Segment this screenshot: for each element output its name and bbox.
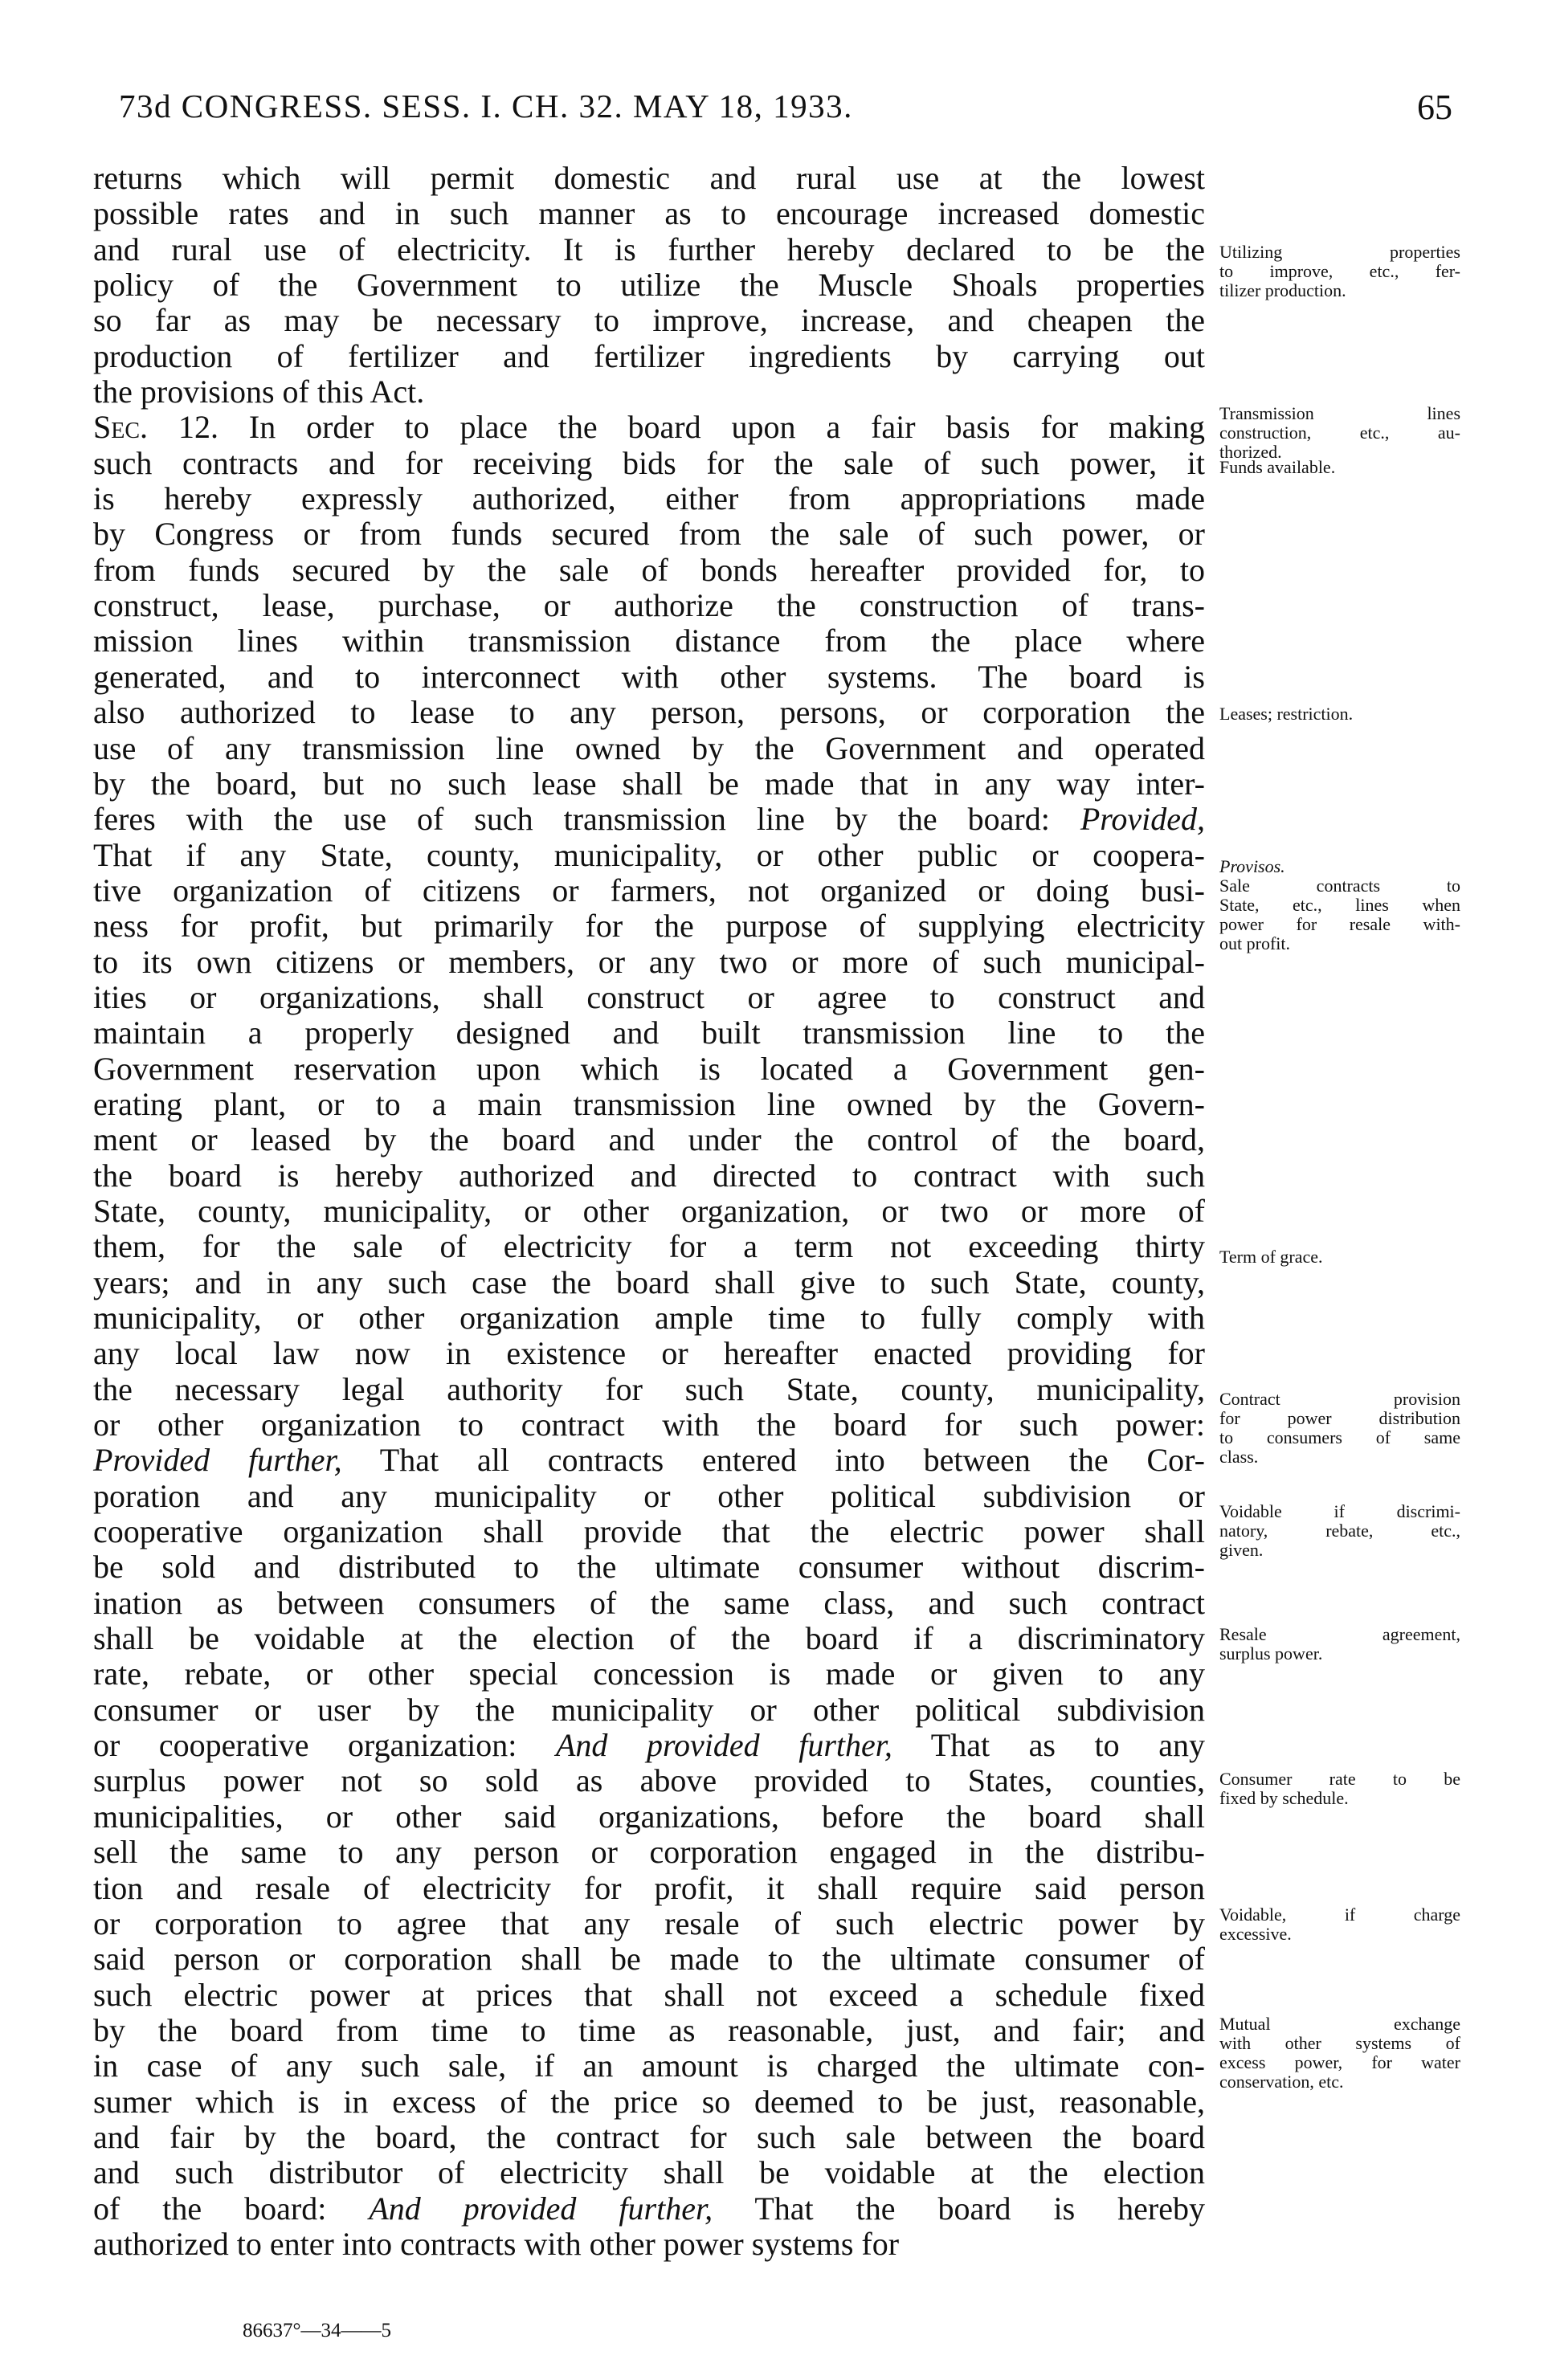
margin-note-transmission — [1219, 404, 1460, 462]
body-line: is hereby expressly authorized, either from appropriations made — [93, 480, 1205, 517]
body-line: also authorized to lease to any person, persons, or corporation the — [93, 694, 1205, 731]
running-title: 73d CONGRESS. SESS. I. CH. 32. MAY 18, 1933. — [119, 88, 853, 125]
margin-note-line: surplus power. — [1219, 1643, 1323, 1664]
margin-note-term — [1219, 1247, 1460, 1267]
margin-note-line: fixed by schedule. — [1219, 1788, 1349, 1808]
margin-note-line: State, etc., lines when — [1219, 895, 1460, 915]
margin-note-funds — [1219, 458, 1460, 477]
margin-note-line: tilizer production. — [1219, 280, 1346, 300]
body-line: such contracts and for receiving bids for the sale of such power, it — [93, 444, 1205, 481]
margin-note-line: Term of grace. — [1219, 1247, 1323, 1267]
margin-note-line: for power distribution — [1219, 1408, 1460, 1428]
body-line: the board is hereby authorized and directed to contract with such — [93, 1157, 1205, 1194]
body-line: possible rates and in such manner as to encourage increased domestic — [93, 195, 1205, 232]
margin-note-line: Voidable if discrimi- — [1219, 1501, 1460, 1521]
body-line: use of any transmission line owned by the Government and operated — [93, 729, 1205, 766]
body-line: municipalities, or other said organizations, before the board shall — [93, 1798, 1205, 1835]
margin-note-line: Contract provision — [1219, 1389, 1460, 1409]
body-line: Sec. 12. In order to place the board upon a fair basis for making — [93, 409, 1205, 446]
margin-note-line: out profit. — [1219, 933, 1290, 953]
body-line: any local law now in existence or hereafter enacted providing for — [93, 1335, 1205, 1372]
body-line: to its own citizens or members, or any two or more of such municipal- — [93, 943, 1205, 980]
body-line: by the board from time to time as reasonable, just, and fair; and — [93, 2011, 1205, 2048]
body-line: returns which will permit domestic and rural use at the lowest — [93, 160, 1205, 196]
body-line: authorized to enter into contracts with other power systems for — [93, 2225, 900, 2262]
body-line: and such distributor of electricity shall be voidable at the election — [93, 2154, 1205, 2191]
body-line: poration and any municipality or other political subdivision or — [93, 1477, 1205, 1514]
body-line: policy of the Government to utilize the Muscle Shoals properties — [93, 267, 1205, 304]
body-line: construct, lease, purchase, or authorize the construction of trans- — [93, 587, 1205, 624]
body-line: sumer which is in excess of the price so deemed to be just, reasonable, — [93, 2083, 1205, 2120]
margin-note-line: Sale contracts to — [1219, 876, 1460, 896]
body-line: in case of any such sale, if an amount is charged the ultimate con- — [93, 2047, 1205, 2084]
body-line: Government reservation upon which is located a Government gen- — [93, 1050, 1205, 1087]
body-line: That if any State, county, municipality, or other public or coopera- — [93, 836, 1205, 873]
body-line: by the board, but no such lease shall be made that in any way inter- — [93, 765, 1205, 802]
statute-body — [93, 161, 1205, 2262]
body-line: production of fertilizer and fertilizer ingredients by carrying out — [93, 337, 1205, 374]
margin-note-line: to consumers of same — [1219, 1427, 1460, 1447]
margin-note-leases — [1219, 704, 1460, 724]
body-line: tion and resale of electricity for profit, it shall require said person — [93, 1869, 1205, 1906]
margin-note-line: Utilizing properties — [1219, 242, 1460, 262]
body-line: ination as between consumers of the same class, and such contract — [93, 1584, 1205, 1621]
body-line: erating plant, or to a main transmission line owned by the Govern- — [93, 1085, 1205, 1122]
margin-note-line: thorized. — [1219, 442, 1282, 462]
body-line: State, county, municipality, or other organization, or two or more of — [93, 1192, 1205, 1229]
body-line: the necessary legal authority for such State, county, municipality, — [93, 1370, 1205, 1407]
margin-note-line: Consumer rate to be — [1219, 1769, 1460, 1789]
body-line: or cooperative organization: And provided further, That as to any — [93, 1727, 1205, 1764]
margin-note-provisos — [1219, 857, 1460, 953]
body-line: the provisions of this Act. — [93, 374, 425, 410]
body-line: such electric power at prices that shall not exceed a schedule fixed — [93, 1976, 1205, 2013]
body-line: generated, and to interconnect with other systems. The board is — [93, 658, 1205, 695]
margin-note-line: Leases; restriction. — [1219, 704, 1354, 724]
body-line: surplus power not so sold as above provided to States, counties, — [93, 1762, 1205, 1799]
margin-note-line: to improve, etc., fer- — [1219, 261, 1460, 281]
margin-note-line: conservation, etc. — [1219, 2072, 1344, 2092]
body-line: Provided further, That all contracts entered into between the Cor- — [93, 1442, 1205, 1479]
body-line: cooperative organization shall provide that the electric power shall — [93, 1513, 1205, 1550]
body-line: years; and in any such case the board shall give to such State, county, — [93, 1263, 1205, 1300]
margin-note-line: excess power, for water — [1219, 2052, 1460, 2072]
body-line: ness for profit, but primarily for the purpose of supplying electricity — [93, 908, 1205, 945]
page-header — [119, 87, 1452, 135]
body-line: from funds secured by the sale of bonds hereafter provided for, to — [93, 551, 1205, 588]
margin-note-line: given. — [1219, 1540, 1264, 1560]
body-line: mission lines within transmission distance from the place where — [93, 623, 1205, 659]
body-line: so far as may be necessary to improve, increase, and cheapen the — [93, 302, 1205, 339]
margin-note-line: Transmission lines — [1219, 403, 1460, 423]
body-line: shall be voidable at the election of the board if a discriminatory — [93, 1620, 1205, 1657]
body-line: tive organization of citizens or farmers, not organized or doing busi- — [93, 872, 1205, 908]
margin-note-resale — [1219, 1625, 1460, 1664]
margin-note-line: Voidable, if charge — [1219, 1904, 1460, 1925]
margin-note-line: class. — [1219, 1447, 1259, 1467]
margin-note-line: construction, etc., au- — [1219, 423, 1460, 443]
print-code: 86637°—34——5 — [243, 2320, 391, 2341]
margin-note-line: with other systems of — [1219, 2033, 1460, 2053]
body-line: consumer or user by the municipality or other political subdivision — [93, 1691, 1205, 1728]
body-line: of the board: And provided further, That the board is hereby — [93, 2190, 1206, 2227]
body-line: rate, rebate, or other special concession is made or given to any — [93, 1655, 1205, 1692]
margin-note-line: power for resale with- — [1219, 914, 1460, 934]
body-line: and fair by the board, the contract for such sale between the board — [93, 2118, 1205, 2155]
body-line: be sold and distributed to the ultimate consumer without discrim- — [93, 1549, 1205, 1586]
margin-note-line: Funds available. — [1219, 457, 1336, 477]
body-line: said person or corporation shall be made to the ultimate consumer of — [93, 1941, 1205, 1978]
margin-note-line: Resale agreement, — [1219, 1624, 1460, 1644]
body-line: feres with the use of such transmission line by the board: Provided, — [93, 801, 1205, 838]
margin-note-contract-provision — [1219, 1390, 1460, 1467]
body-line: and rural use of electricity. It is further hereby declared to be the — [93, 231, 1205, 267]
body-line: ment or leased by the board and under the control of the board, — [93, 1121, 1205, 1158]
body-line: sell the same to any person or corporation engaged in the distribu- — [93, 1834, 1205, 1871]
margin-note-consumer-rate — [1219, 1770, 1460, 1808]
body-line: by Congress or from funds secured from the sale of such power, or — [93, 516, 1205, 553]
page-number: 65 — [1417, 88, 1452, 127]
margin-note-line: Provisos. — [1219, 856, 1285, 876]
margin-note-line: Mutual exchange — [1219, 2014, 1460, 2034]
body-line: municipality, or other organization ample time to fully comply with — [93, 1300, 1205, 1336]
body-line: them, for the sale of electricity for a term not exceeding thirty — [93, 1228, 1205, 1265]
body-line: ities or organizations, shall construct or agree to construct and — [93, 978, 1205, 1015]
body-line: or other organization to contract with the board for such power: — [93, 1406, 1205, 1443]
body-line: maintain a properly designed and built transmission line to the — [93, 1014, 1205, 1051]
margin-note-voidable-charge — [1219, 1905, 1460, 1944]
margin-note-line: natory, rebate, etc., — [1219, 1521, 1460, 1541]
margin-note-utilizing — [1219, 243, 1460, 300]
body-line: or corporation to agree that any resale of such electric power by — [93, 1904, 1205, 1941]
margin-note-mutual — [1219, 2015, 1460, 2092]
margin-note-voidable-discrim — [1219, 1502, 1460, 1560]
margin-note-line: excessive. — [1219, 1924, 1292, 1944]
